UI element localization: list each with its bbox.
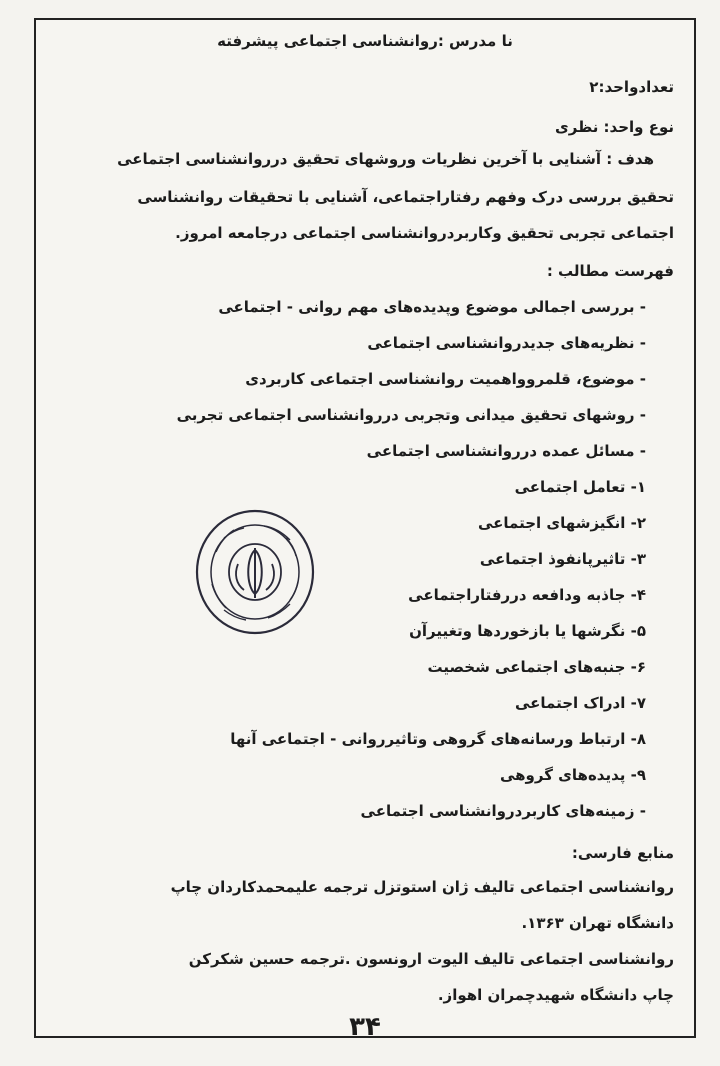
- official-seal-icon: [194, 508, 316, 636]
- topic-item: - روشهای تحقیق میدانی وتجربی درروانشناسی اجتماعی تجربی: [176, 406, 646, 424]
- page-number: ۳۴: [349, 1012, 381, 1042]
- numbered-item: ۴- جاذبه ودافعه دررفتاراجتماعی: [408, 586, 646, 604]
- numbered-item: ۷- ادراک اجتماعی: [515, 694, 646, 712]
- goal-line-3: اجتماعی تجربی تحقیق وکاربردروانشناسی اجتماعی درجامعه امروز.: [175, 224, 674, 242]
- numbered-item: ۱- تعامل اجتماعی: [514, 478, 646, 496]
- contents-heading: فهرست مطالب :: [546, 262, 674, 280]
- sources-heading: منابع فارسی:: [571, 844, 674, 862]
- goal-line-1: هدف : آشنایی با آخرین نظریات وروشهای تحقیق درروانشناسی اجتماعی: [117, 150, 654, 168]
- numbered-item: ۶- جنبه‌های اجتماعی شخصیت: [427, 658, 646, 676]
- source-line: دانشگاه تهران ۱۳۶۳.: [521, 914, 674, 932]
- units-count: تعدادواحد:۲: [589, 78, 674, 96]
- numbered-item: ۸- ارتباط ورسانه‌های گروهی وتاثیرروانی - اجتماعی آنها: [230, 730, 646, 748]
- source-line: چاپ دانشگاه شهیدچمران اهواز.: [437, 986, 674, 1004]
- topic-item: - مسائل عمده درروانشناسی اجتماعی: [366, 442, 646, 460]
- numbered-item: ۹- پدیده‌های گروهی: [499, 766, 646, 784]
- numbered-item: ۳- تاثیرپانفوذ اجتماعی: [479, 550, 646, 568]
- topic-item: - نظریه‌های جدیدروانشناسی اجتماعی: [367, 334, 646, 352]
- numbered-item: ۲- انگیزشهای اجتماعی: [478, 514, 646, 532]
- topic-item: - بررسی اجمالی موضوع وپدیده‌های مهم روانی - اجتماعی: [218, 298, 646, 316]
- course-title: نا مدرس :روانشناسی اجتماعی پیشرفته: [217, 32, 513, 50]
- source-line: روانشناسی اجتماعی تالیف الیوت ارونسون .ترجمه حسین شکرکن: [188, 950, 674, 968]
- document-frame: [34, 18, 696, 1042]
- source-line: روانشناسی اجتماعی تالیف ژان استوتزل ترجمه علیمحمدکاردان چاپ: [170, 878, 674, 896]
- topic-item: - موضوع، قلمروواهمیت روانشناسی اجتماعی کاربردی: [245, 370, 646, 388]
- goal-line-2: تحقیق بررسی درک وفهم رفتاراجتماعی، آشنایی با تحقیقات روانشناسی: [137, 188, 674, 206]
- topic-item: - زمینه‌های کاربردروانشناسی اجتماعی: [360, 802, 646, 820]
- unit-type: نوع واحد: نظری: [555, 118, 674, 136]
- numbered-item: ۵- نگرشها یا بازخوردها وتغییرآن: [409, 622, 646, 640]
